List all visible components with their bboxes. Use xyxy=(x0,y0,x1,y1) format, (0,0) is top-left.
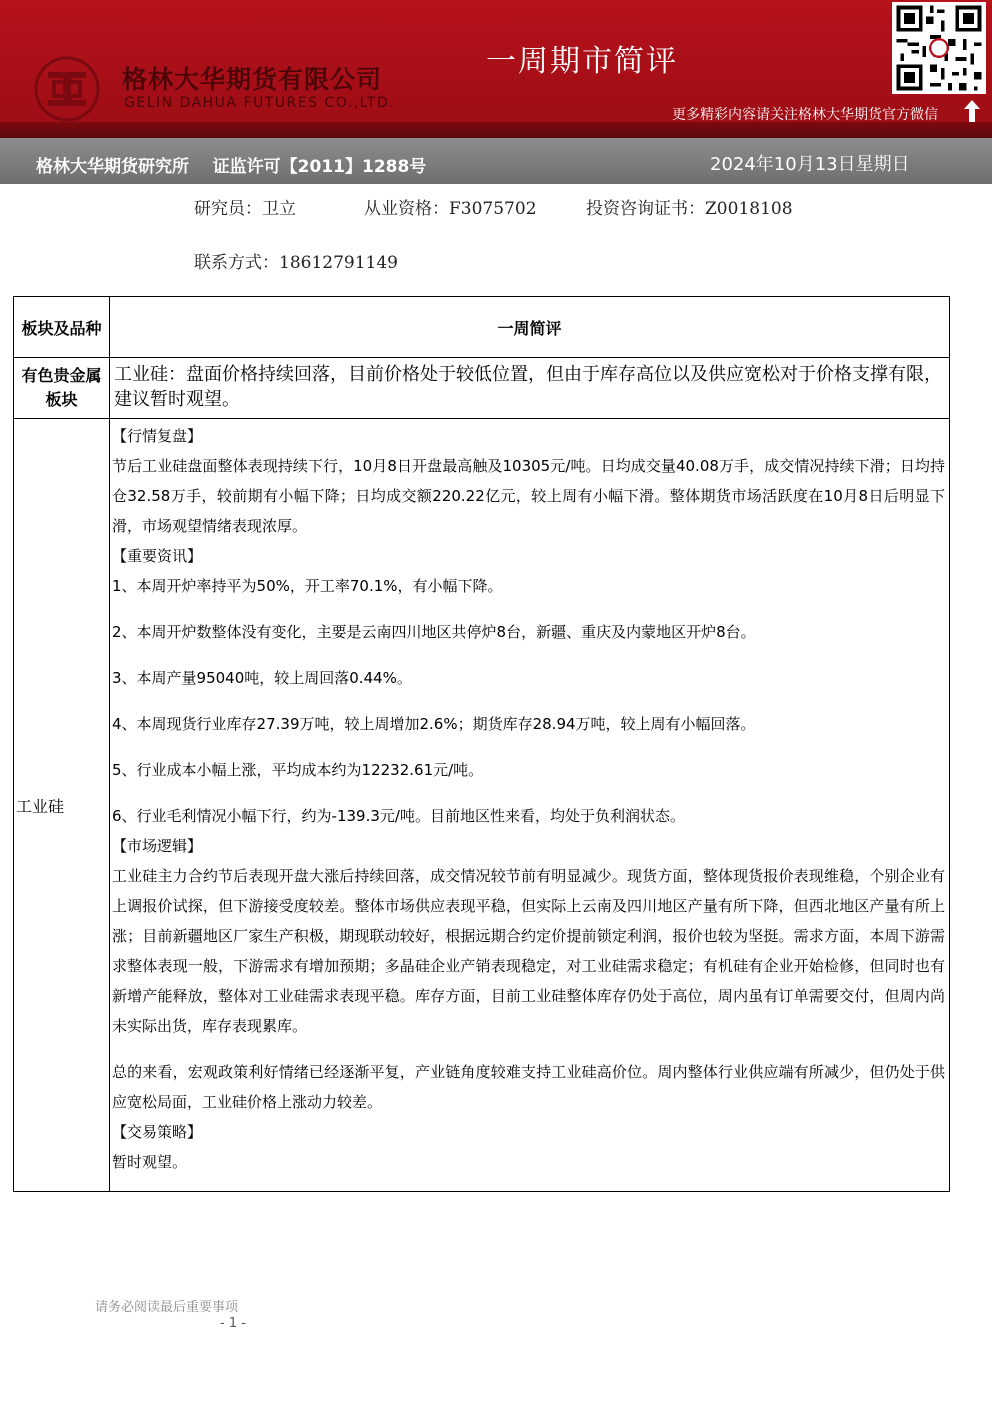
variety-name: 工业硅 xyxy=(14,419,110,1192)
follow-wechat-text: 更多精彩内容请关注格林大华期货官方微信 xyxy=(672,107,938,123)
page-number: - 1 - xyxy=(220,1316,246,1331)
variety-commentary xyxy=(110,419,950,1192)
section-title-logic: 【市场逻辑】 xyxy=(112,837,203,855)
institute-license: 格林大华期货研究所 证监许可【2011】1288号 xyxy=(36,157,427,177)
sector-summary: 工业硅：盘面价格持续回落，目前价格处于较低位置，但由于库存高位以及供应宽松对于价格支撑有限，建议暂时观望。 xyxy=(110,358,950,419)
qr-code-icon xyxy=(892,2,986,94)
conclusion-text: 总的来看，宏观政策利好情绪已经逐渐平复，产业链角度较难支持工业硅高价位。周内整体行业供应端有所减少，但仍处于供应宽松局面，工业硅价格上涨动力较差。 xyxy=(112,1063,945,1111)
sector-name: 有色贵金属板块 xyxy=(14,358,110,419)
section-title-strategy: 【交易策略】 xyxy=(112,1123,203,1141)
report-date: 2024年10月13日星期日 xyxy=(710,154,910,175)
section-title-news: 【重要资讯】 xyxy=(112,547,203,565)
news-item: 4、本周现货行业库存27.39万吨，较上周增加2.6%；期货库存28.94万吨，较上周有小幅回落。 xyxy=(112,715,756,733)
sector-row xyxy=(14,358,950,419)
news-item: 3、本周产量95040吨，较上周回落0.44%。 xyxy=(112,669,412,687)
col-header-sector: 板块及品种 xyxy=(14,297,110,358)
news-item: 5、行业成本小幅上涨，平均成本约为12232.61元/吨。 xyxy=(112,761,484,779)
report-title: 一周期市简评 xyxy=(486,44,678,79)
market-review-text: 节后工业硅盘面整体表现持续下行，10月8日开盘最高触及10305元/吨。日均成交量40.08万手，成交情况持续下滑；日均持仓32.58万手，较前期有小幅下降；日均成交额220.22亿元，较上周有小幅下滑。整体期货市场活跃度在10月8日后明显下滑，市场观望情绪表现浓厚。 xyxy=(112,457,945,535)
company-name-cn: 格林大华期货有限公司 xyxy=(122,65,383,94)
footer-disclaimer-note: 请务必阅读最后重要事项 xyxy=(95,1300,239,1315)
col-header-commentary: 一周简评 xyxy=(110,297,950,358)
header-banner-strip xyxy=(0,122,992,138)
news-item: 2、本周开炉数整体没有变化，主要是云南四川地区共停炉8台，新疆、重庆及内蒙地区开炉8台。 xyxy=(112,623,756,641)
strategy-text: 暂时观望。 xyxy=(112,1153,188,1171)
section-title-market-review: 【行情复盘】 xyxy=(112,427,203,445)
commentary-table xyxy=(13,296,950,1192)
table-header-row xyxy=(14,297,950,358)
variety-row xyxy=(14,419,950,1192)
market-logic-text: 工业硅主力合约节后表现开盘大涨后持续回落，成交情况较节前有明显减少。现货方面，整体现货报价表现维稳，个别企业有上调报价试探，但下游接受度较差。整体市场供应表现平稳，但实际上云南及四川地区产量有所下降，但西北地区产量有所上涨；目前新疆地区厂家生产积极，期现联动较好，根据远期合约定价提前锁定利润，报价也较为坚挺。需求方面，本周下游需求整体表现一般，下游需求有增加预期；多晶硅企业产销表现稳定，对工业硅需求稳定；有机硅有企业开始检修，但同时也有新增产能释放，整体对工业硅需求表现平稳。库存方面，目前工业硅整体库存仍处于高位，周内虽有订单需要交付，但周内尚未实际出货，库存表现累库。 xyxy=(112,867,945,1035)
company-logo-icon xyxy=(34,56,100,122)
company-name-en: GELIN DAHUA FUTURES CO.,LTD. xyxy=(124,95,396,111)
contact: 联系方式：18612791149 xyxy=(194,253,398,273)
certificate: 投资咨询证书：Z0018108 xyxy=(586,199,793,219)
qualification: 从业资格：F3075702 xyxy=(364,199,537,219)
news-item: 6、行业毛利情况小幅下行，约为-139.3元/吨。目前地区性来看，均处于负利润状态。 xyxy=(112,807,685,825)
researcher: 研究员：卫立 xyxy=(194,199,296,219)
news-item: 1、本周开炉率持平为50%，开工率70.1%，有小幅下降。 xyxy=(112,577,503,595)
arrow-up-icon xyxy=(964,100,980,122)
